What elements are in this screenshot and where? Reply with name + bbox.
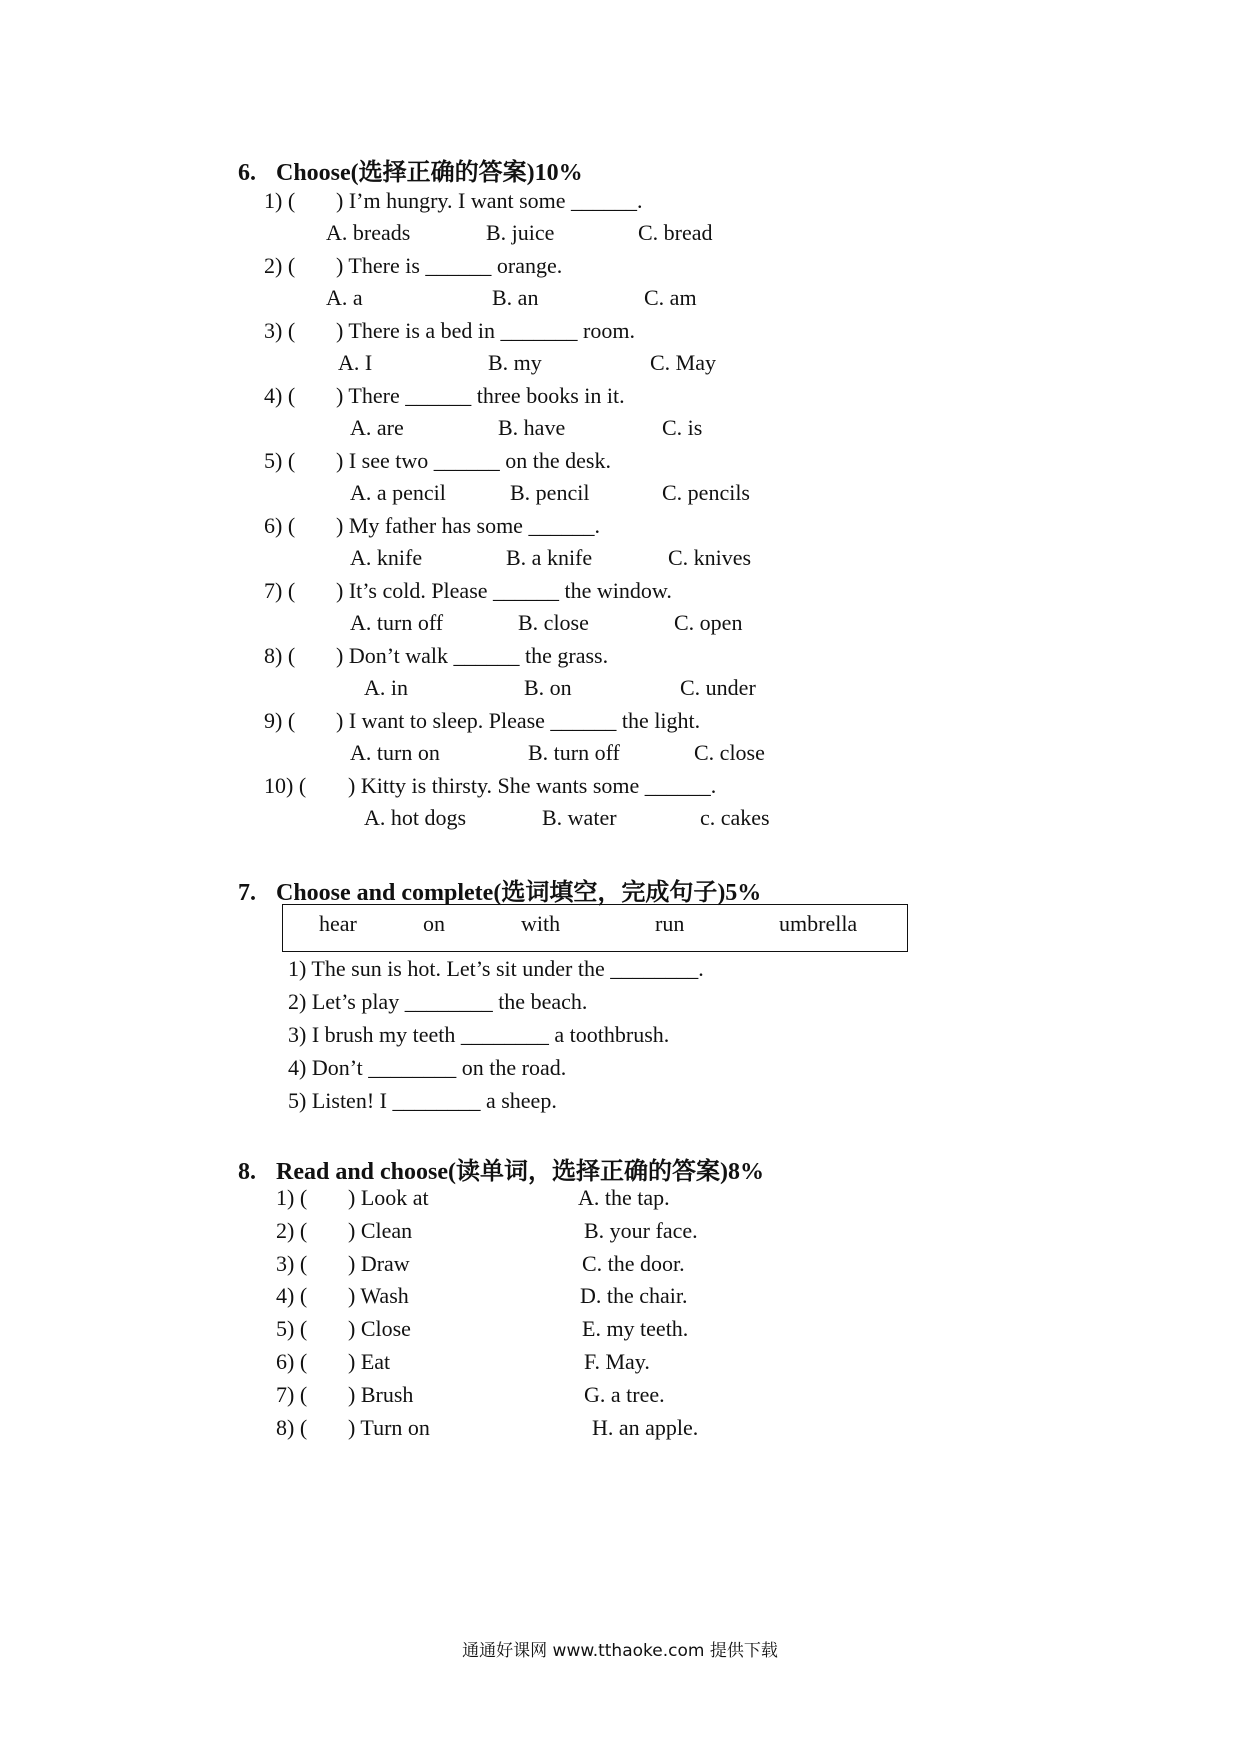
- answer-option: B. juice: [486, 220, 555, 245]
- question-number: 9) (: [264, 708, 296, 733]
- match-answer: D. the chair.: [580, 1283, 688, 1309]
- answer-option: C. bread: [638, 220, 713, 245]
- question-text: ) It’s cold. Please ______ the window.: [336, 578, 672, 603]
- answer-option: B. water: [542, 805, 617, 830]
- question-number: 5) (: [264, 448, 296, 473]
- answer-option: C. close: [694, 740, 765, 765]
- question-number: 6) (: [264, 513, 296, 538]
- question-number: 3) (: [264, 318, 296, 343]
- match-verb: ) Draw: [348, 1250, 410, 1276]
- question-line: [264, 643, 608, 669]
- answer-option: C. knives: [668, 545, 752, 570]
- word-bank-word: on: [423, 911, 445, 936]
- match-answer: A. the tap.: [578, 1185, 670, 1210]
- question-text: ) There is ______ orange.: [336, 253, 563, 278]
- match-number: 5) (: [276, 1316, 308, 1342]
- section-7-number: 7.: [238, 880, 256, 906]
- question-line: [264, 188, 643, 214]
- section-6-number: 6.: [238, 160, 256, 186]
- answer-option: B. my: [488, 350, 542, 375]
- answer-option: A. turn on: [350, 740, 440, 765]
- question-text: ) Kitty is thirsty. She wants some ______.: [348, 773, 717, 798]
- match-number: 7) (: [276, 1381, 308, 1407]
- question-line: [264, 253, 562, 279]
- question-text: ) Don’t walk ______ the grass.: [336, 643, 609, 668]
- word-bank-word: with: [521, 911, 561, 936]
- match-number: 6) (: [276, 1349, 308, 1374]
- word-bank-box: [282, 904, 908, 952]
- word-bank-word: hear: [319, 911, 357, 936]
- match-answer: E. my teeth.: [582, 1316, 689, 1342]
- answer-option: C. is: [662, 415, 703, 440]
- match-verb: ) Close: [348, 1316, 411, 1342]
- answer-option: c. cakes: [700, 805, 770, 830]
- word-bank-word: umbrella: [779, 911, 858, 936]
- question-text: ) My father has some ______.: [336, 513, 600, 538]
- question-number: 10) (: [264, 773, 307, 798]
- fill-sentence: 3) I brush my teeth ________ a toothbrush.: [288, 1022, 670, 1047]
- answer-option: A. in: [364, 675, 408, 700]
- section-7-heading: Choose and complete(选词填空，完成句子)5%: [276, 880, 762, 906]
- answer-option: A. a pencil: [350, 480, 446, 505]
- answer-option: A. knife: [350, 545, 423, 570]
- answer-option: B. an: [492, 285, 539, 310]
- fill-sentence: 4) Don’t ________ on the road.: [288, 1055, 567, 1080]
- word-bank-word: run: [655, 911, 685, 936]
- answer-option: B. on: [524, 675, 572, 700]
- answer-option: B. turn off: [528, 740, 620, 765]
- section-8-heading: Read and choose(读单词，选择正确的答案)8%: [276, 1159, 765, 1185]
- match-answer: G. a tree.: [584, 1381, 665, 1407]
- section-6-title: [238, 152, 583, 187]
- answer-option: A. are: [350, 415, 404, 440]
- answer-option: C. under: [680, 675, 756, 700]
- match-verb: ) Look at: [348, 1185, 429, 1210]
- question-text: ) I’m hungry. I want some ______.: [336, 188, 643, 213]
- question-line: [264, 383, 625, 409]
- question-text: ) I want to sleep. Please ______ the light.: [336, 708, 701, 733]
- match-verb: ) Brush: [348, 1381, 414, 1407]
- fill-sentence: 1) The sun is hot. Let’s sit under the ________.: [288, 956, 704, 981]
- answer-option: B. close: [518, 610, 589, 635]
- match-number: 3) (: [276, 1250, 308, 1276]
- answer-option: C. May: [650, 350, 716, 375]
- match-number: 1) (: [276, 1185, 308, 1210]
- question-text: ) I see two ______ on the desk.: [336, 448, 611, 473]
- question-line: [264, 513, 600, 539]
- answer-option: C. open: [674, 610, 743, 635]
- answer-option: C. am: [644, 285, 697, 310]
- question-line: [264, 448, 611, 474]
- section-8-title: [238, 1151, 764, 1186]
- question-line: [264, 708, 700, 734]
- section-6-heading: Choose(选择正确的答案)10%: [276, 160, 583, 186]
- answer-option: A. turn off: [350, 610, 444, 635]
- answer-option: B. pencil: [510, 480, 590, 505]
- answer-option: A. hot dogs: [364, 805, 467, 830]
- match-verb: ) Eat: [348, 1349, 391, 1374]
- question-number: 2) (: [264, 253, 296, 278]
- question-line: [264, 773, 716, 799]
- match-answer: C. the door.: [582, 1250, 685, 1276]
- answer-option: A. I: [338, 350, 373, 375]
- answer-option: A. a: [326, 285, 363, 310]
- match-answer: H. an apple.: [592, 1414, 699, 1440]
- question-number: 8) (: [264, 643, 296, 668]
- question-number: 7) (: [264, 578, 296, 603]
- page-footer: 通通好课网 www.tthaoke.com 提供下载: [462, 1641, 778, 1661]
- match-verb: ) Turn on: [348, 1414, 430, 1440]
- question-line: [264, 578, 672, 604]
- match-number: 2) (: [276, 1217, 308, 1243]
- match-answer: B. your face.: [584, 1217, 698, 1243]
- section-7-title: [238, 872, 761, 907]
- question-line: [264, 318, 635, 344]
- section-8-number: 8.: [238, 1159, 256, 1185]
- fill-sentence: 5) Listen! I ________ a sheep.: [288, 1088, 557, 1113]
- question-text: ) There is a bed in _______ room.: [336, 318, 635, 343]
- answer-option: B. a knife: [506, 545, 593, 570]
- match-number: 4) (: [276, 1283, 308, 1309]
- answer-option: A. breads: [326, 220, 411, 245]
- fill-sentence: 2) Let’s play ________ the beach.: [288, 989, 588, 1014]
- match-answer: F. May.: [584, 1349, 650, 1374]
- match-verb: ) Wash: [348, 1283, 409, 1309]
- match-number: 8) (: [276, 1414, 308, 1440]
- answer-option: B. have: [498, 415, 566, 440]
- question-text: ) There ______ three books in it.: [336, 383, 625, 408]
- answer-option: C. pencils: [662, 480, 750, 505]
- question-number: 1) (: [264, 188, 296, 213]
- question-number: 4) (: [264, 383, 296, 408]
- match-verb: ) Clean: [348, 1217, 413, 1243]
